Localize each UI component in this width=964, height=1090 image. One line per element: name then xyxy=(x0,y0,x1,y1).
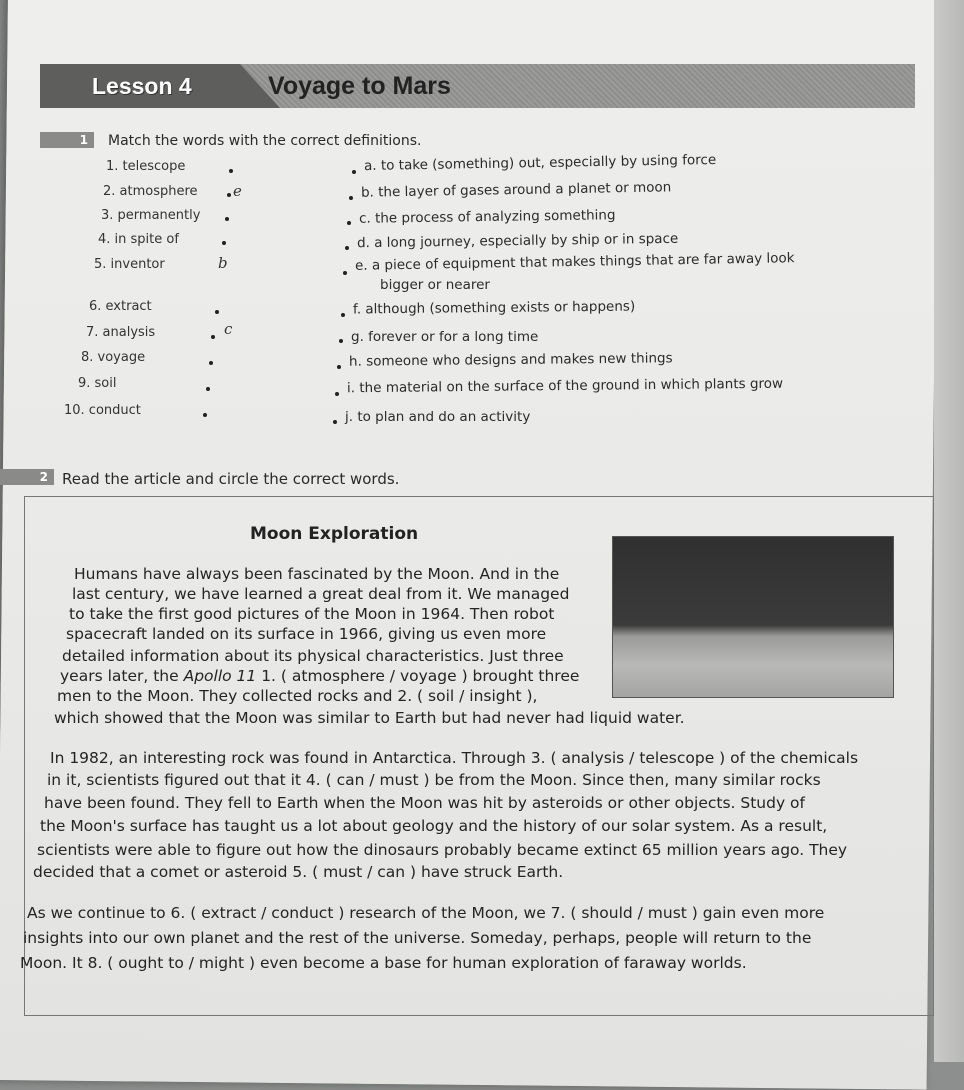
definition-i: i. the material on the surface of the ground in which plants grow xyxy=(346,375,784,397)
lesson-banner xyxy=(40,64,915,108)
term-5: 5. inventor xyxy=(94,257,165,272)
exercise-2-instruction: Read the article and circle the correct words. xyxy=(62,470,400,488)
match-dot-right[interactable] xyxy=(333,420,337,424)
match-dot-right[interactable] xyxy=(335,392,339,396)
term-10: 10. conduct xyxy=(64,403,141,418)
match-dot-left[interactable] xyxy=(215,310,219,314)
match-dot-right[interactable] xyxy=(339,339,343,343)
match-dot-left[interactable] xyxy=(227,193,231,197)
match-dot-right[interactable] xyxy=(341,313,345,317)
exercise-1-number: 1 xyxy=(40,132,94,148)
term-2: 2. atmosphere xyxy=(103,184,198,199)
article-line: to take the first good pictures of the Moon in 1964. Then robot xyxy=(69,605,555,623)
definition-c: c. the process of analyzing something xyxy=(358,207,616,227)
handwritten-answer-7: c xyxy=(224,320,233,338)
match-dot-right[interactable] xyxy=(349,196,353,200)
moon-surface-photo xyxy=(612,536,894,698)
definition-f: f. although (something exists or happens) xyxy=(352,298,636,318)
article-line: in it, scientists figured out that it 4. ( can / must ) be from the Moon. Since then, many similar rocks xyxy=(47,771,821,789)
article-line: Humans have always been fascinated by the Moon. And in the xyxy=(74,565,560,583)
article-line: detailed information about its physical characteristics. Just three xyxy=(62,647,564,665)
page-edge xyxy=(934,0,964,1062)
article-line: Moon. It 8. ( ought to / might ) even become a base for human exploration of faraway worlds. xyxy=(20,954,747,972)
article-line: years later, the Apollo 11 1. ( atmosphere / voyage ) brought three xyxy=(60,667,580,685)
match-dot-left[interactable] xyxy=(222,241,226,245)
lesson-label: Lesson 4 xyxy=(92,73,192,99)
definition-d: d. a long journey, especially by ship or in space xyxy=(356,230,679,252)
term-4: 4. in spite of xyxy=(98,232,179,247)
match-dot-right[interactable] xyxy=(352,170,356,174)
term-8: 8. voyage xyxy=(81,350,146,365)
definition-e-cont: bigger or nearer xyxy=(380,277,490,293)
match-dot-left[interactable] xyxy=(229,169,233,173)
match-dot-left[interactable] xyxy=(211,335,215,339)
article-line: which showed that the Moon was similar to Earth but had never had liquid water. xyxy=(54,709,685,727)
exercise-2-number: 2 xyxy=(0,469,54,485)
match-dot-left[interactable] xyxy=(209,361,213,365)
match-dot-right[interactable] xyxy=(343,271,347,275)
article-title: Moon Exploration xyxy=(250,524,419,544)
definition-j: j. to plan and do an activity xyxy=(345,409,531,425)
definition-e: e. a piece of equipment that makes things that are far away look xyxy=(354,250,795,274)
handwritten-answer-5: b xyxy=(218,254,228,272)
term-6: 6. extract xyxy=(89,299,152,314)
term-3: 3. permanently xyxy=(101,208,201,223)
definition-h: h. someone who designs and makes new things xyxy=(348,350,673,370)
article-line: scientists were able to figure out how the dinosaurs probably became extinct 65 million years ago. They xyxy=(37,841,848,859)
match-dot-left[interactable] xyxy=(203,413,207,417)
article-line: men to the Moon. They collected rocks and 2. ( soil / insight ), xyxy=(57,687,538,705)
term-1: 1. telescope xyxy=(106,159,186,174)
match-dot-right[interactable] xyxy=(347,221,351,225)
term-9: 9. soil xyxy=(78,376,117,391)
article-line: the Moon's surface has taught us a lot about geology and the history of our solar system. As a result, xyxy=(40,817,828,835)
article-line: As we continue to 6. ( extract / conduct ) research of the Moon, we 7. ( should / must ) gain even more xyxy=(27,904,825,922)
definition-b: b. the layer of gases around a planet or moon xyxy=(360,179,672,201)
handwritten-answer-2: e xyxy=(233,182,242,200)
match-dot-left[interactable] xyxy=(225,217,229,221)
match-dot-right[interactable] xyxy=(337,365,341,369)
lesson-title: Voyage to Mars xyxy=(268,72,451,100)
article-line: last century, we have learned a great deal from it. We managed xyxy=(72,585,570,603)
definition-a: a. to take (something) out, especially by using force xyxy=(363,151,717,175)
article-line: decided that a comet or asteroid 5. ( must / can ) have struck Earth. xyxy=(33,863,564,881)
article-line: insights into our own planet and the rest of the universe. Someday, perhaps, people will return to the xyxy=(23,929,812,947)
article-line: In 1982, an interesting rock was found in Antarctica. Through 3. ( analysis / telescope ) of the chemicals xyxy=(50,749,859,767)
match-dot-right[interactable] xyxy=(345,246,349,250)
term-7: 7. analysis xyxy=(86,325,156,340)
exercise-1-instruction: Match the words with the correct definitions. xyxy=(108,133,422,149)
definition-g: g. forever or for a long time xyxy=(351,329,539,345)
article-line: spacecraft landed on its surface in 1966, giving us even more xyxy=(66,625,547,643)
article-line: have been found. They fell to Earth when the Moon was hit by asteroids or other objects. Study of xyxy=(44,794,805,812)
match-dot-left[interactable] xyxy=(206,387,210,391)
